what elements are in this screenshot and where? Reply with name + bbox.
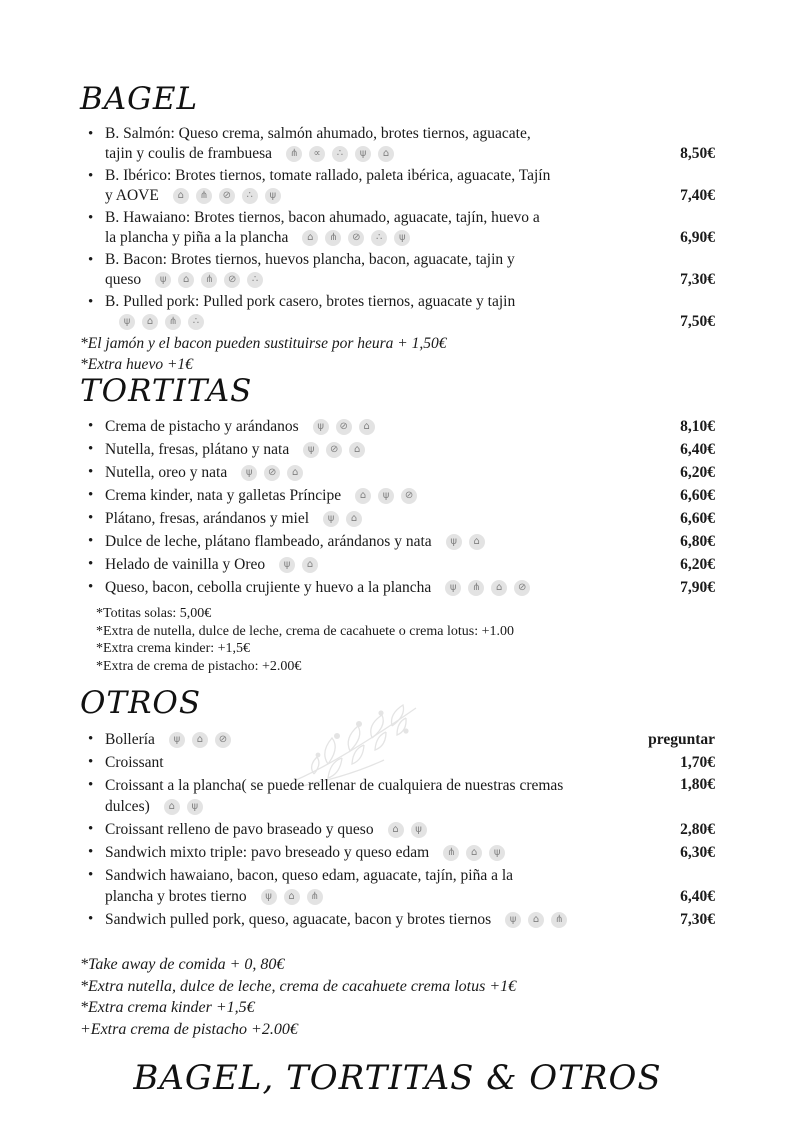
wheat-icon: ψ [303,442,319,458]
branch-icon: ⋔ [201,272,217,288]
wheat-icon: ψ [119,314,135,330]
item-content [80,729,231,750]
item-line [105,531,485,552]
allergen-icons [355,488,417,504]
item-line [105,270,515,290]
milk-icon: ⌂ [355,488,371,504]
milk-icon: ⌂ [346,511,362,527]
bullet-icon: • [88,731,94,747]
egg-icon: ⊘ [326,442,342,458]
allergen-icons [388,822,427,838]
wheat-icon: ψ [279,557,295,573]
item-line [105,752,164,773]
item-text: Sandwich mixto triple: pavo breseado y queso edam [105,844,430,861]
item-text-lines [105,508,362,529]
bullet-icon: • [88,911,94,927]
bullet-icon: • [88,821,94,837]
milk-icon: ⌂ [491,580,507,596]
item-price: preguntar [648,731,715,748]
item-price: 8,10€ [680,418,715,435]
milk-icon: ⌂ [349,442,365,458]
item-text: Plátano, fresas, arándanos y miel [105,510,310,527]
item-text: B. Bacon: Brotes tiernos, huevos plancha, bacon, aguacate, tajin y [105,251,515,268]
bullet-icon: • [88,867,94,883]
milk-icon: ⌂ [287,465,303,481]
menu-item [80,531,715,552]
item-text: queso [105,271,142,288]
item-content [80,462,303,483]
wheat-icon: ψ [323,511,339,527]
bullet-icon: • [88,487,94,503]
item-price: 7,50€ [680,313,715,330]
item-text-lines [105,729,231,750]
item-text: Nutella, fresas, plátano y nata [105,441,290,458]
item-content [80,124,531,164]
item-content [80,439,365,460]
item-text-lines [105,842,505,863]
menu-item [80,462,715,483]
item-text: Helado de vainilla y Oreo [105,556,266,573]
item-text-lines [105,531,485,552]
item-content [80,865,513,907]
allergen-icons [261,889,323,905]
allergen-icons [303,442,365,458]
wheat-icon: ψ [446,534,462,550]
menu-item [80,554,715,575]
item-line [105,775,563,796]
milk-icon: ⌂ [388,822,404,838]
bullet-icon: • [88,510,94,526]
item-text-lines [105,208,540,248]
item-price: 8,50€ [680,145,715,162]
item-text-lines [105,909,567,930]
menu-item [80,577,715,598]
footer-note: *Take away de comida + 0, 80€ [80,956,285,973]
allergen-icons [241,465,303,481]
section-title-bagel: BAGEL [80,81,199,117]
item-text: Croissant a la plancha( se puede rellenar de cualquiera de nuestras cremas [105,777,564,794]
item-line [105,416,375,437]
milk-icon: ⌂ [178,272,194,288]
bullet-icon: • [88,556,94,572]
menu-item [80,752,715,773]
item-text: dulces) [105,798,150,815]
milk-icon: ⌂ [359,419,375,435]
branch-icon: ⋔ [468,580,484,596]
bullet-icon: • [88,168,94,184]
branch-icon: ⋔ [196,188,212,204]
item-text-lines [105,577,530,598]
note: *Extra de nutella, dulce de leche, crema de cacahuete o crema lotus: +1.00 [96,623,514,639]
footer-title: BAGEL, TORTITAS & OTROS [133,1058,662,1098]
item-text: la plancha y piña a la plancha [105,229,289,246]
milk-icon: ⌂ [284,889,300,905]
item-text-lines [105,752,164,773]
item-text: plancha y brotes tierno [105,888,247,905]
item-price: 6,40€ [680,441,715,458]
allergen-icons [155,272,263,288]
wheat-icon: ψ [187,799,203,815]
seeds-icon: ∴ [371,230,387,246]
item-price: 6,40€ [680,888,715,905]
menu-item [80,865,715,907]
item-line [105,729,231,750]
item-line [105,819,427,840]
item-line [105,186,550,206]
bullet-icon: • [88,579,94,595]
seeds-icon: ∴ [188,314,204,330]
milk-icon: ⌂ [164,799,180,815]
item-text: y AOVE [105,187,159,204]
item-content [80,531,485,552]
bullet-icon: • [88,294,94,310]
item-text-lines [105,124,531,164]
allergen-icons [286,146,394,162]
wheat-icon: ψ [169,732,185,748]
milk-icon: ⌂ [378,146,394,162]
seeds-icon: ∴ [247,272,263,288]
item-text: Dulce de leche, plátano flambeado, arándanos y nata [105,533,432,550]
milk-icon: ⌂ [142,314,158,330]
wheat-icon: ψ [313,419,329,435]
item-content [80,166,550,206]
item-list-tortitas [80,416,715,598]
footer-note: *Extra crema kinder +1,5€ [80,999,255,1016]
milk-icon: ⌂ [528,912,544,928]
item-text: Crema kinder, nata y galletas Príncipe [105,487,342,504]
bullet-icon: • [88,533,94,549]
branch-icon: ⋔ [165,314,181,330]
wheat-icon: ψ [378,488,394,504]
item-text-lines [105,250,515,290]
item-price: 6,20€ [680,556,715,573]
item-text-lines [105,819,427,840]
item-line [105,144,531,164]
menu-item [80,292,715,332]
allergen-icons [173,188,281,204]
item-line [105,865,513,886]
milk-icon: ⌂ [466,845,482,861]
branch-icon: ⋔ [286,146,302,162]
item-text-lines [105,166,550,206]
item-line [105,124,531,144]
item-text: Croissant [105,754,164,771]
item-line [105,554,318,575]
menu-item [80,909,715,930]
milk-icon: ⌂ [469,534,485,550]
note: *El jamón y el bacon pueden sustituirse por heura + 1,50€ [80,335,447,352]
branch-icon: ⋔ [325,230,341,246]
item-line [105,508,362,529]
item-price: 6,90€ [680,229,715,246]
item-text: Bollería [105,731,155,748]
branch-icon: ⋔ [551,912,567,928]
section-notes [80,334,715,375]
menu-item [80,819,715,840]
menu-item [80,166,715,206]
allergen-icons [443,845,505,861]
milk-icon: ⌂ [192,732,208,748]
item-line [105,208,540,228]
item-text: Sandwich hawaiano, bacon, queso edam, aguacate, tajín, piña a la [105,867,514,884]
allergen-icons [119,314,204,330]
item-text: B. Salmón: Queso crema, salmón ahumado, brotes tiernos, aguacate, [105,125,531,142]
bullet-icon: • [88,252,94,268]
menu-item [80,439,715,460]
egg-icon: ⊘ [514,580,530,596]
menu-item [80,775,715,817]
bullet-icon: • [88,844,94,860]
footer-notes [80,954,715,1040]
egg-icon: ⊘ [224,272,240,288]
item-content [80,819,427,840]
note: *Totitas solas: 5,00€ [96,606,212,621]
menu-item [80,842,715,863]
item-price: 1,80€ [680,776,715,793]
wheat-icon: ψ [505,912,521,928]
item-price: 2,80€ [680,821,715,838]
menu-item [80,208,715,248]
item-text: Sandwich pulled pork, queso, aguacate, bacon y brotes tiernos [105,911,492,928]
item-line [105,250,515,270]
item-content [80,577,530,598]
allergen-icons [302,230,410,246]
allergen-icons [446,534,485,550]
item-line [105,228,540,248]
item-text-lines [105,462,303,483]
item-content [80,292,515,332]
item-list-bagel [80,124,715,332]
item-text: Croissant relleno de pavo braseado y queso [105,821,374,838]
section-title-tortitas: TORTITAS [80,373,253,409]
menu-item [80,250,715,290]
item-content [80,752,164,773]
wheat-icon: ψ [265,188,281,204]
item-text-lines [105,292,515,332]
item-line [105,439,365,460]
item-price: 7,40€ [680,187,715,204]
section-otros [80,685,715,930]
egg-icon: ⊘ [215,732,231,748]
item-price: 6,60€ [680,510,715,527]
section-tortitas [80,373,715,675]
allergen-icons [313,419,375,435]
menu-item [80,124,715,164]
seeds-icon: ∴ [242,188,258,204]
section-notes [80,605,715,675]
item-line [105,577,530,598]
branch-icon: ⋔ [307,889,323,905]
menu-item [80,485,715,506]
item-price: 1,70€ [680,754,715,771]
bullet-icon: • [88,126,94,142]
item-line [105,292,515,312]
wheat-icon: ψ [394,230,410,246]
section-title-otros: OTROS [80,685,202,721]
item-text: tajin y coulis de frambuesa [105,145,273,162]
item-content [80,208,540,248]
item-line [105,909,567,930]
item-content [80,909,567,930]
wheat-icon: ψ [155,272,171,288]
item-text: B. Hawaiano: Brotes tiernos, bacon ahumado, aguacate, tajín, huevo a [105,209,540,226]
item-text-lines [105,865,513,907]
note: *Extra de crema de pistacho: +2.00€ [96,658,302,674]
item-list-otros [80,729,715,930]
allergen-icons [445,580,530,596]
item-text-lines [105,554,318,575]
menu-item [80,729,715,750]
wheat-icon: ψ [241,465,257,481]
egg-icon: ⊘ [336,419,352,435]
item-line [105,886,513,907]
item-price: 7,90€ [680,579,715,596]
note: *Extra crema kinder: +1,5€ [96,641,251,656]
item-price: 7,30€ [680,911,715,928]
item-text: B. Pulled pork: Pulled pork casero, brotes tiernos, aguacate y tajin [105,293,516,310]
bullet-icon: • [88,441,94,457]
item-line [105,485,417,506]
footer-note: *Extra nutella, dulce de leche, crema de cacahuete crema lotus +1€ [80,977,517,995]
allergen-icons [164,799,203,815]
milk-icon: ⌂ [173,188,189,204]
allergen-icons [169,732,231,748]
item-content [80,485,417,506]
item-content [80,508,362,529]
item-line [105,166,550,186]
item-text: B. Ibérico: Brotes tiernos, tomate rallado, paleta ibérica, aguacate, Tajín [105,167,551,184]
note: *Extra huevo +1€ [80,355,193,373]
item-price: 6,20€ [680,464,715,481]
menu-sections [80,81,715,930]
bullet-icon: • [88,418,94,434]
item-line [105,842,505,863]
seeds-icon: ∴ [332,146,348,162]
wheat-icon: ψ [261,889,277,905]
item-price: 6,60€ [680,487,715,504]
footer-note: +Extra crema de pistacho +2.00€ [80,1020,298,1038]
egg-icon: ⊘ [401,488,417,504]
menu-item [80,508,715,529]
allergen-icons [279,557,318,573]
item-line [105,796,563,817]
milk-icon: ⌂ [302,557,318,573]
bullet-icon: • [88,754,94,770]
item-text: Queso, bacon, cebolla crujiente y huevo a la plancha [105,579,432,596]
menu-item [80,416,715,437]
fish-icon: ∝ [309,146,325,162]
bullet-icon: • [88,464,94,480]
item-price: 6,80€ [680,533,715,550]
egg-icon: ⊘ [219,188,235,204]
item-text: Nutella, oreo y nata [105,464,228,481]
item-text-lines [105,439,365,460]
item-content [80,775,563,817]
item-price: 7,30€ [680,271,715,288]
item-price: 6,30€ [680,844,715,861]
wheat-icon: ψ [355,146,371,162]
item-text-lines [105,416,375,437]
branch-icon: ⋔ [443,845,459,861]
item-content [80,842,505,863]
item-line [105,312,515,332]
item-content [80,554,318,575]
section-bagel [80,81,715,375]
wheat-icon: ψ [489,845,505,861]
item-text-lines [105,775,563,817]
item-content [80,416,375,437]
bullet-icon: • [88,210,94,226]
allergen-icons [505,912,567,928]
egg-icon: ⊘ [264,465,280,481]
milk-icon: ⌂ [302,230,318,246]
wheat-icon: ψ [445,580,461,596]
item-content [80,250,515,290]
item-text-lines [105,485,417,506]
item-line [105,462,303,483]
item-text: Crema de pistacho y arándanos [105,418,299,435]
allergen-icons [323,511,362,527]
bullet-icon: • [88,777,94,793]
wheat-icon: ψ [411,822,427,838]
egg-icon: ⊘ [348,230,364,246]
